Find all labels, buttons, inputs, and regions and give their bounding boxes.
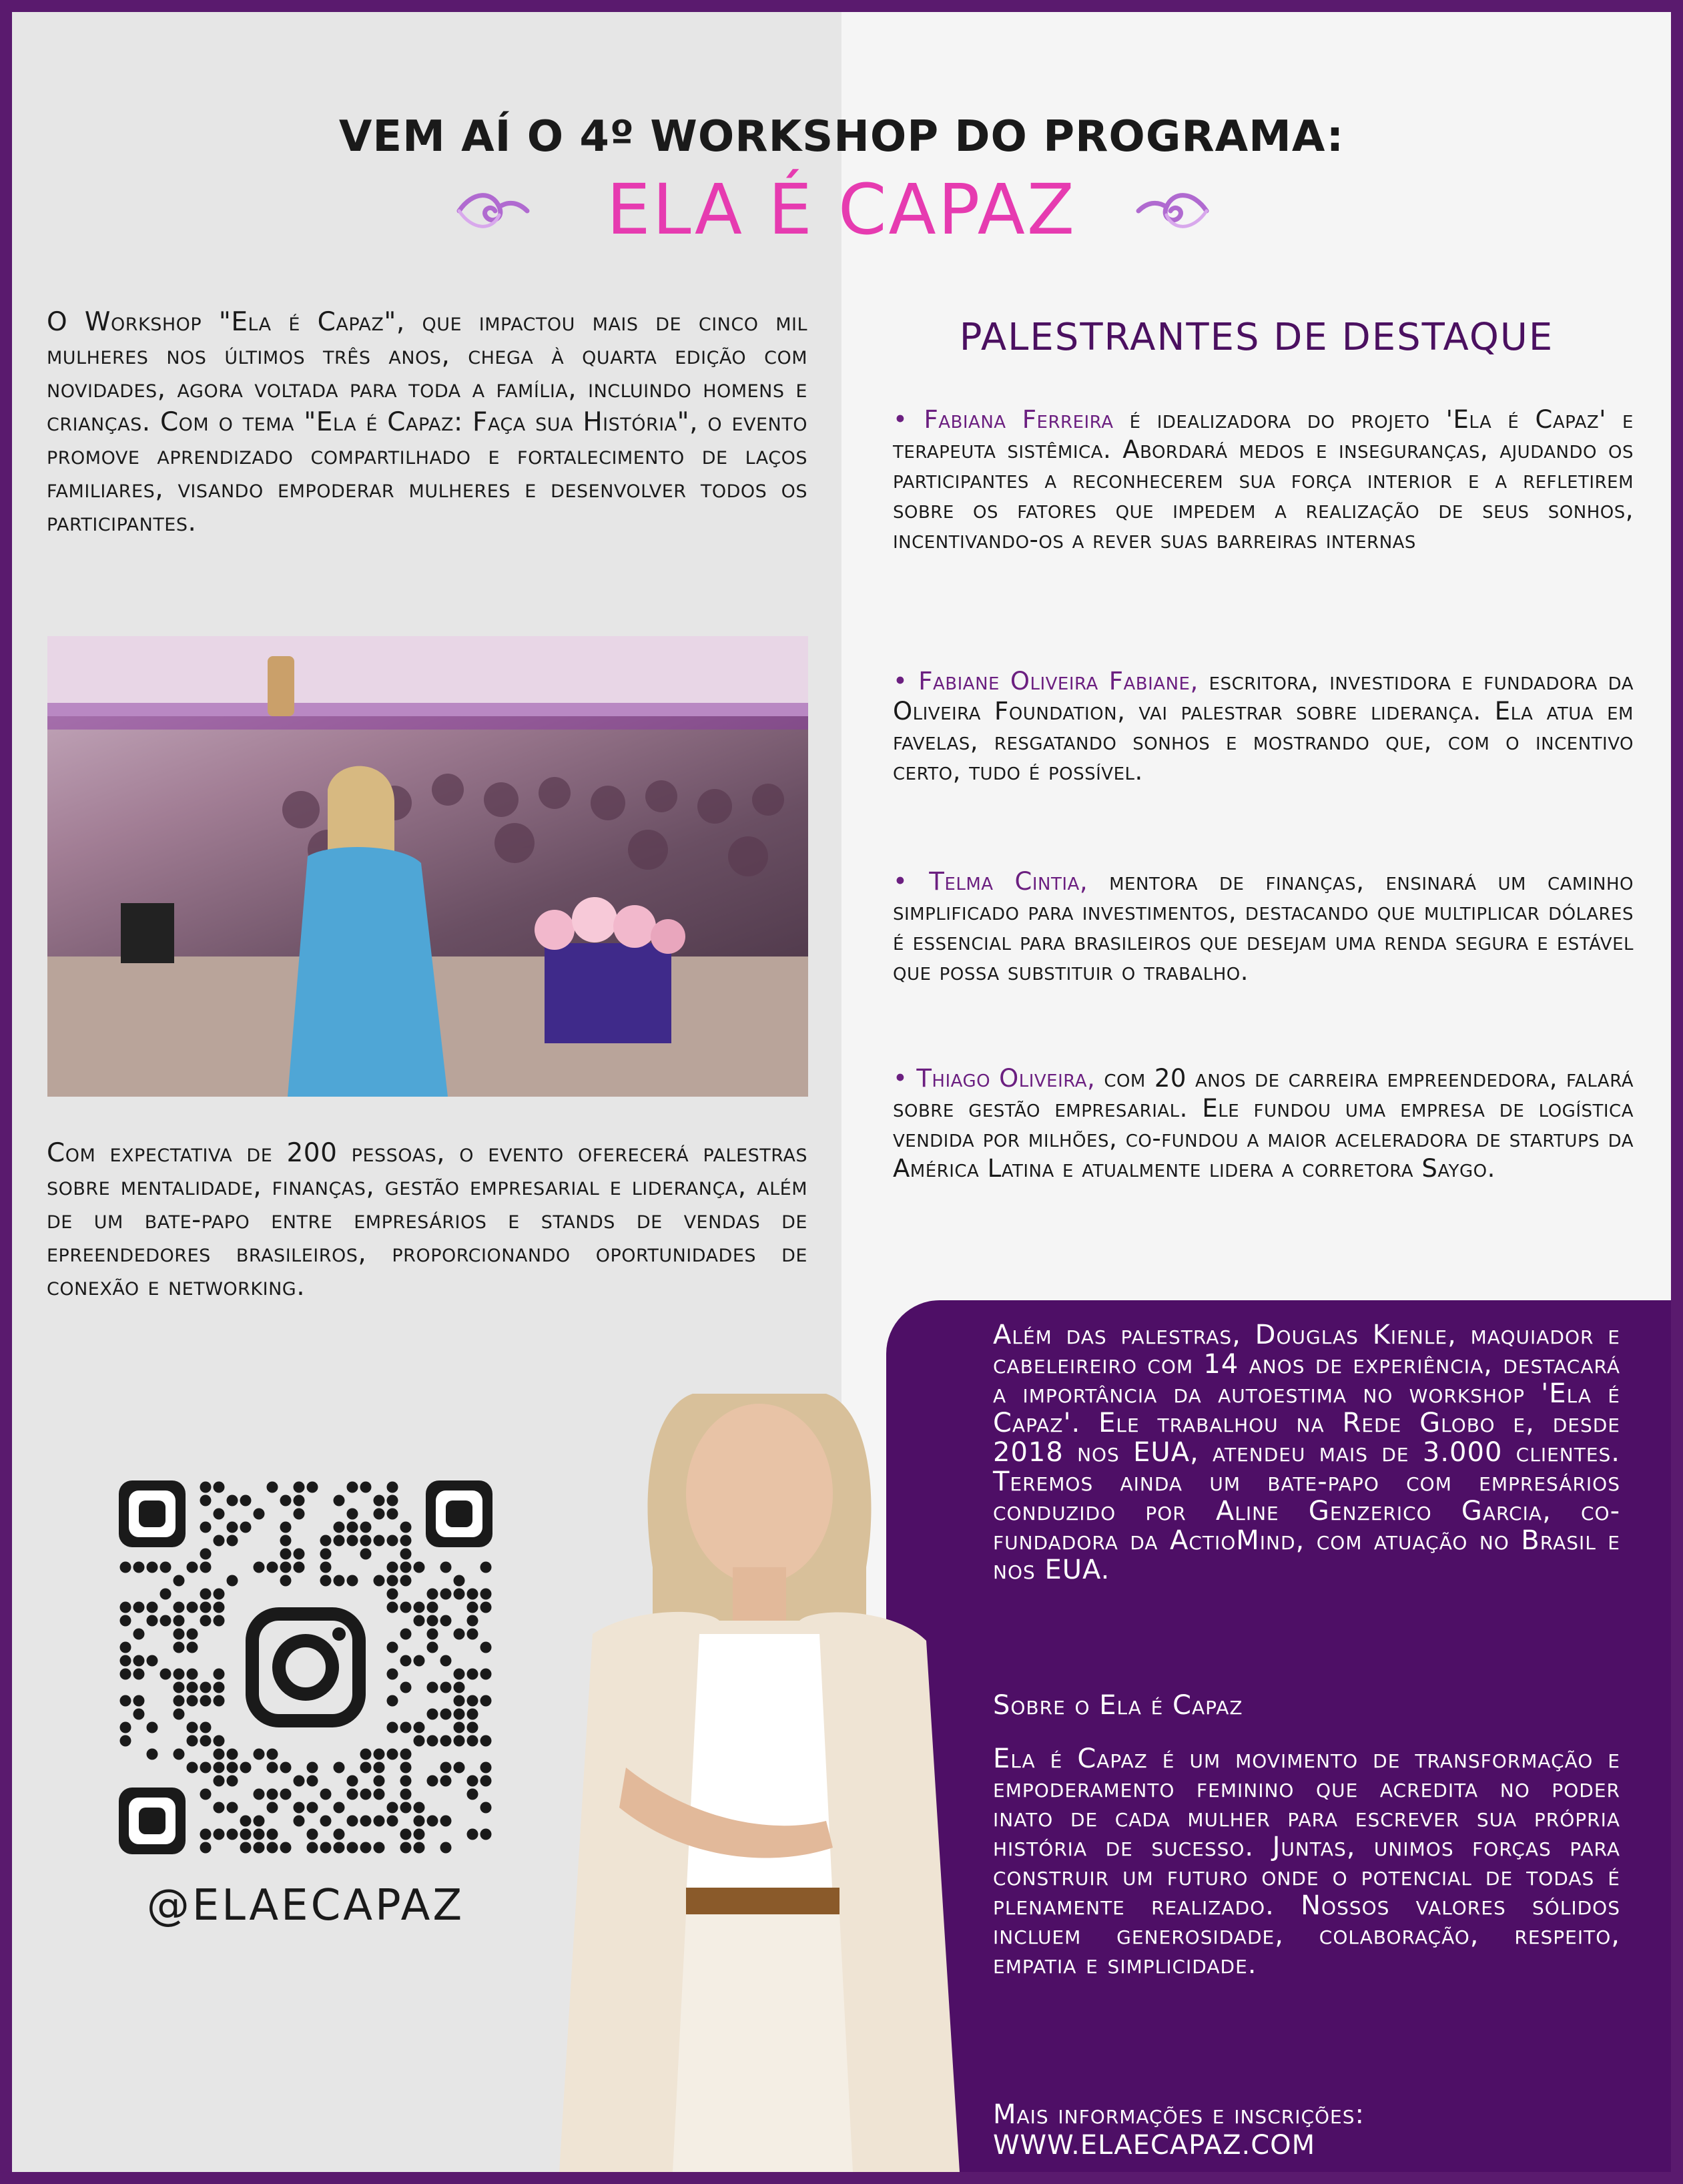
speaker-portrait — [519, 1354, 986, 2172]
about-paragraph: Ela é Capaz é um movimento de transformação e empoderamento feminino que acredita no poder inato de cada mulher para escrever sua própria história de sucesso. Juntas, unimos forças para construir um futuro onde o potencial de todas é plenamente realizado. Nossos valores sólidos incluem generosidade, colaboração, respeito, empatia e simplicidade. — [993, 1743, 1620, 1980]
speaker-item — [893, 404, 1634, 555]
header-title: ELA É CAPAZ — [606, 169, 1077, 250]
qr-code[interactable] — [119, 1480, 492, 1854]
speaker-name: • Fabiana Ferreira — [893, 405, 1114, 434]
instagram-handle[interactable]: @ELAECAPAZ — [146, 1881, 465, 1930]
speaker-name: • Thiago Oliveira, — [893, 1064, 1096, 1093]
flyer-page — [12, 12, 1671, 2172]
speaker-description: com 20 anos de carreira empreendedora, falará sobre gestão empresarial. Ele fundou uma empresa de logística vendida por milhões, co-fundou a maior aceleradora de startups da América Latina e atualmente lidera a corretora Saygo. — [893, 1064, 1634, 1183]
speaker-item — [893, 666, 1634, 786]
speaker-description: mentora de finanças, ensinará um caminho simplificado para investimentos, destacando que multiplicar dólares é essencial para brasileiros que desejam uma renda segura e estável que possa substituir o trabalho. — [893, 867, 1634, 986]
about-title: Sobre o Ela é Capaz — [993, 1690, 1243, 1721]
ornament-swirl-icon — [1133, 187, 1213, 235]
event-photo — [47, 636, 808, 1097]
speaker-description: é idealizadora do projeto 'Ela é Capaz' e terapeuta sistêmica. Abordará medos e inseguranças, ajudando os participantes a reconhecerem sua força interior e a refletirem sobre os fatores que impedem a realização de seus sonhos, incentivando-os a rever suas barreiras internas — [893, 405, 1634, 554]
more-info-label: Mais informações e inscrições: — [993, 2099, 1365, 2130]
speaker-name: • Telma Cintia, — [893, 867, 1088, 896]
speaker-name: • Fabiane Oliveira Fabiane, — [893, 667, 1199, 696]
speaker-item — [893, 1063, 1634, 1183]
instagram-icon — [239, 1601, 372, 1734]
intro-paragraph: O Workshop "Ela é Capaz", que impactou mais de cinco mil mulheres nos últimos três anos, chega à quarta edição com novidades, agora voltada para toda a família, incluindo homens e crianças. Com o tema "Ela é Capaz: Faça sua História", o evento promove aprendizado compartilhado e fortalecimento de laços familiares, visando empoderar mulheres e desenvolver todos os participantes. — [47, 307, 807, 537]
panel-paragraph: Além das palestras, Douglas Kienle, maquiador e cabeleireiro com 14 anos de experiência, destacará a importância da autoestima no workshop 'Ela é Capaz'. Ele trabalhou na Rede Globo e, desde 2018 nos EUA, atendeu mais de 3.000 clientes. Teremos ainda um bate-papo com empresários conduzido por Aline Genzerico Garcia, co-fundadora da ActioMind, com atuação no Brasil e nos EUA. — [993, 1320, 1620, 1585]
speaker-item — [893, 866, 1634, 987]
header-subtitle: VEM AÍ O 4º WORKSHOP DO PROGRAMA: — [338, 112, 1345, 162]
expectation-paragraph: Com expectativa de 200 pessoas, o evento oferecerá palestras sobre mentalidade, finanças, gestão empresarial e liderança, além de um bate-papo entre empresários e stands de vendas de epreendedores brasileiros, proporcionando oportunidades de conexão e networking. — [47, 1138, 807, 1302]
speakers-heading: PALESTRANTES DE DESTAQUE — [959, 316, 1554, 359]
website-link[interactable]: WWW.ELAECAPAZ.COM — [993, 2130, 1316, 2161]
speaker-description: escritora, investidora e fundadora da Oliveira Foundation, vai palestrar sobre liderança. Ela atua em favelas, resgatando sonhos e mostrando que, com o incentivo certo, tudo é possível. — [893, 667, 1634, 786]
